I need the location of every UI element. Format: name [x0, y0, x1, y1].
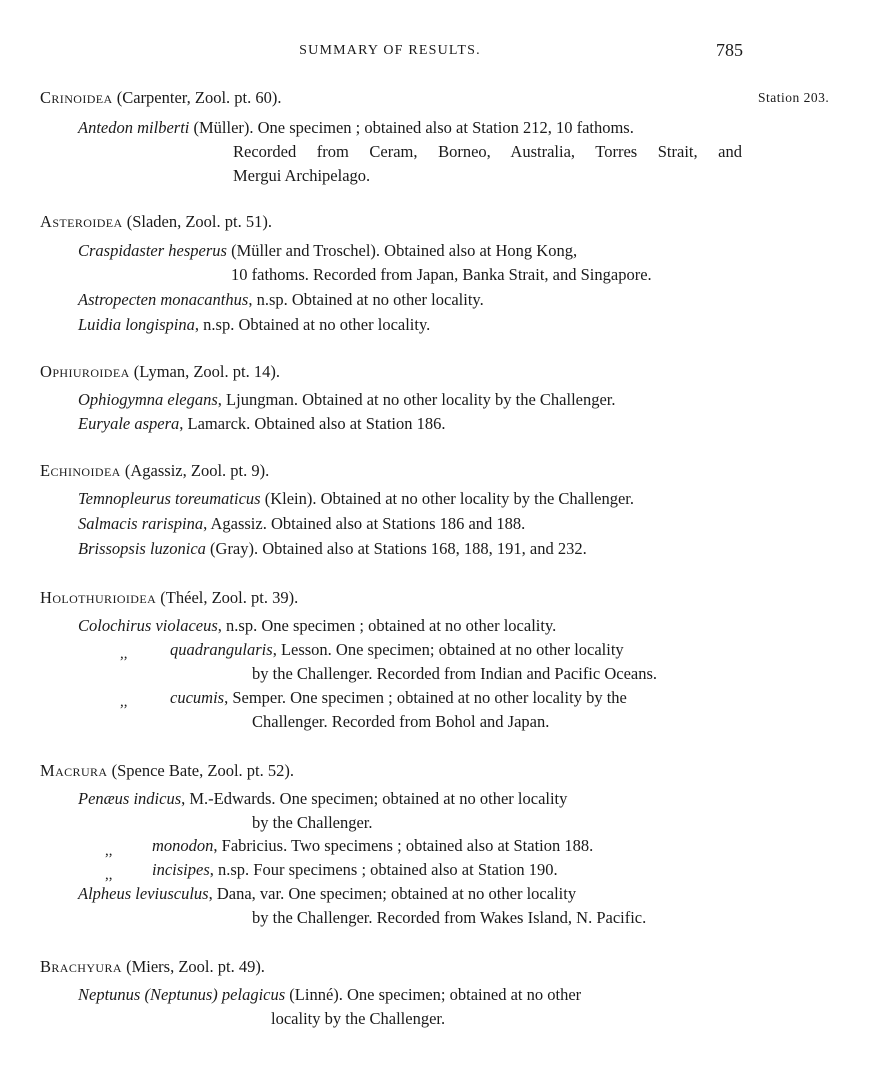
entry-euryale-aspera: Euryale aspera, Lamarck. Obtained also at Station 186. — [78, 414, 446, 433]
section-heading-crinoidea: Crinoidea (Carpenter, Zool. pt. 60). — [40, 88, 282, 107]
entry-colochirus-cucumis: cucumis, Semper. One specimen ; obtained at no other locality by the — [170, 688, 627, 707]
entry-penaeus-monodon: monodon, Fabricius. Two specimens ; obtained also at Station 188. — [152, 836, 594, 855]
entry-continuation: by the Challenger. Recorded from Indian and Pacific Oceans. — [252, 664, 658, 683]
entry-brissopsis-luzonica: Brissopsis luzonica (Gray). Obtained also at Stations 168, 188, 191, and 232. — [78, 539, 587, 558]
entry-penaeus-incisipes: incisipes, n.sp. Four specimens ; obtained also at Station 190. — [152, 860, 558, 879]
entry-colochirus-violaceus: Colochirus violaceus, n.sp. One specimen ; obtained at no other locality. — [78, 616, 557, 635]
ditto-mark: ,, — [105, 867, 113, 883]
entry-ophiogymna-elegans: Ophiogymna elegans, Ljungman. Obtained at no other locality by the Challenger. — [78, 390, 616, 409]
entry-temnopleurus-toreumaticus: Temnopleurus toreumaticus (Klein). Obtained at no other locality by the Challenger. — [78, 489, 635, 508]
section-heading-ophiuroidea: Ophiuroidea (Lyman, Zool. pt. 14). — [40, 362, 280, 381]
entry-antedon-milberti: Antedon milberti (Müller). One specimen ; obtained also at Station 212, 10 fathoms. — [78, 118, 634, 137]
entry-salmacis-rarispina: Salmacis rarispina, Agassiz. Obtained also at Stations 186 and 188. — [78, 514, 526, 533]
section-heading-brachyura: Brachyura (Miers, Zool. pt. 49). — [40, 957, 265, 976]
section-heading-macrura: Macrura (Spence Bate, Zool. pt. 52). — [40, 761, 294, 780]
entry-continuation: Recorded from Ceram, Borneo, Australia, Torres Strait, and — [233, 142, 742, 161]
entry-craspidaster-hesperus: Craspidaster hesperus (Müller and Troschel). Obtained also at Hong Kong, — [78, 241, 578, 260]
page-header-title: SUMMARY OF RESULTS. — [299, 43, 481, 58]
entry-continuation: Mergui Archipelago. — [233, 166, 371, 185]
section-heading-echinoidea: Echinoidea (Agassiz, Zool. pt. 9). — [40, 461, 270, 480]
entry-continuation: by the Challenger. — [252, 813, 373, 832]
ditto-mark: ,, — [120, 694, 128, 710]
entry-continuation: by the Challenger. Recorded from Wakes Island, N. Pacific. — [252, 908, 647, 927]
station-label: Station 203. — [758, 90, 830, 105]
entry-continuation: locality by the Challenger. — [271, 1009, 446, 1028]
page-number: 785 — [716, 40, 743, 60]
entry-astropecten-monacanthus: Astropecten monacanthus, n.sp. Obtained at no other locality. — [78, 290, 484, 309]
entry-continuation: 10 fathoms. Recorded from Japan, Banka Strait, and Singapore. — [231, 265, 652, 284]
section-heading-asteroidea: Asteroidea (Sladen, Zool. pt. 51). — [40, 212, 272, 231]
entry-colochirus-quadrangularis: quadrangularis, Lesson. One specimen; obtained at no other locality — [170, 640, 624, 659]
entry-luidia-longispina: Luidia longispina, n.sp. Obtained at no other locality. — [78, 315, 431, 334]
ditto-mark: ,, — [120, 646, 128, 662]
entry-penaeus-indicus: Penæus indicus, M.-Edwards. One specimen; obtained at no other locality — [78, 789, 568, 808]
entry-continuation: Challenger. Recorded from Bohol and Japan. — [252, 712, 550, 731]
ditto-mark: ,, — [105, 843, 113, 859]
entry-alpheus-leviusculus: Alpheus leviusculus, Dana, var. One specimen; obtained at no other locality — [78, 884, 577, 903]
entry-neptunus-pelagicus: Neptunus (Neptunus) pelagicus (Linné). One specimen; obtained at no other — [78, 985, 582, 1004]
section-heading-holothurioidea: Holothurioidea (Théel, Zool. pt. 39). — [40, 588, 299, 607]
